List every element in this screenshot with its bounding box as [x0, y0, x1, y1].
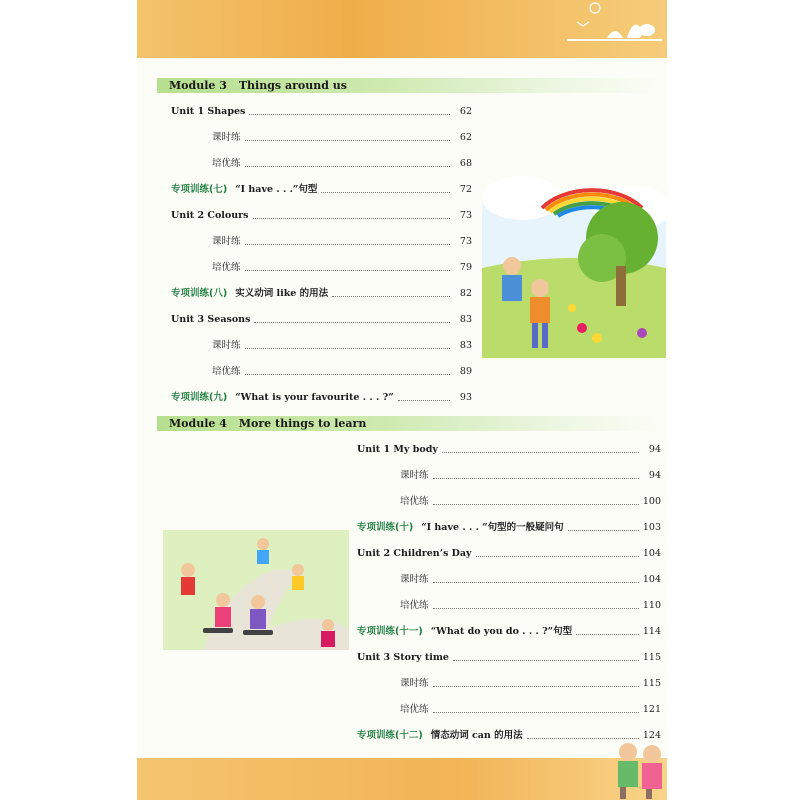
dot-leader: [433, 504, 639, 505]
toc-entry-label: 课时练: [400, 574, 429, 585]
toc-row-lesson[interactable]: [212, 365, 472, 379]
dot-leader: [254, 322, 450, 323]
toc-page-number: 73: [459, 236, 472, 247]
dot-leader: [433, 608, 639, 609]
toc-row-lesson[interactable]: [400, 677, 661, 691]
toc-row-lesson[interactable]: [400, 599, 661, 613]
toc-entry-label: 课时练: [212, 340, 241, 351]
toc-entry-label: Unit 2 Children’s Day: [357, 548, 472, 559]
dot-leader: [245, 244, 450, 245]
toc-entry-label: 课时练: [212, 132, 241, 143]
toc-page-number: 73: [459, 210, 472, 221]
toc-page-number: 110: [642, 600, 661, 611]
top-birds-illustration: [137, 0, 667, 58]
toc-entry-label: 培优练: [212, 158, 241, 169]
module-4-number: Module 4: [169, 417, 227, 430]
toc-entry-subtitle: 实义动词 like 的用法: [235, 288, 329, 299]
toc-entry-label: 培优练: [212, 262, 241, 273]
toc-page-number: 104: [642, 574, 661, 585]
toc-page-number: 115: [642, 678, 661, 689]
toc-row-unit[interactable]: [171, 313, 472, 327]
toc-page-number: 79: [459, 262, 472, 273]
toc-page-number: 82: [459, 288, 472, 299]
toc-page-number: 72: [459, 184, 472, 195]
toc-entry-label: Unit 1 Shapes: [171, 106, 246, 117]
dot-leader: [321, 192, 450, 193]
dot-leader: [433, 582, 639, 583]
module-4-heading: [157, 416, 667, 431]
toc-row-special[interactable]: [171, 183, 472, 197]
toc-page-number: 103: [642, 522, 661, 533]
toc-page-number: 121: [642, 704, 661, 715]
toc-row-special[interactable]: [357, 625, 661, 639]
dot-leader: [245, 270, 450, 271]
garden-rainbow-illustration: [482, 158, 666, 358]
toc-row-lesson[interactable]: [212, 235, 472, 249]
toc-entry-label: 专项训练(九) “What is your favourite . . . ?”: [171, 392, 394, 403]
toc-entry-label: 培优练: [400, 600, 429, 611]
dot-leader: [442, 452, 639, 453]
toc-row-lesson[interactable]: [212, 157, 472, 171]
toc-page-number: 124: [642, 730, 661, 741]
dot-leader: [249, 114, 450, 115]
toc-row-unit[interactable]: [171, 105, 472, 119]
dot-leader: [245, 140, 450, 141]
top-decorative-band: [137, 0, 667, 58]
dot-leader: [433, 478, 639, 479]
toc-entry-subtitle: “What is your favourite . . . ?”: [235, 392, 394, 403]
dot-leader: [332, 296, 450, 297]
toc-entry-label: 培优练: [400, 496, 429, 507]
toc-entry-label: 专项训练(八) 实义动词 like 的用法: [171, 288, 329, 299]
dot-leader: [433, 712, 639, 713]
toc-page-number: 83: [459, 340, 472, 351]
dot-leader: [453, 660, 639, 661]
toc-page-number: 68: [459, 158, 472, 169]
toc-entry-label: Unit 3 Seasons: [171, 314, 251, 325]
dot-leader: [433, 686, 639, 687]
dot-leader: [245, 374, 450, 375]
toc-row-unit[interactable]: [357, 547, 661, 561]
toc-entry-label: Unit 1 My body: [357, 444, 438, 455]
toc-row-special[interactable]: [357, 521, 661, 535]
dot-leader: [576, 634, 639, 635]
toc-entry-label: 专项训练(十一) “What do you do . . . ?”句型: [357, 626, 573, 637]
toc-entry-label: Unit 2 Colours: [171, 210, 249, 221]
dot-leader: [476, 556, 639, 557]
toc-entry-label: 专项训练(七) “I have . . .”句型: [171, 184, 318, 195]
toc-row-unit[interactable]: [357, 443, 661, 457]
dot-leader: [253, 218, 450, 219]
toc-page-number: 100: [642, 496, 661, 507]
toc-row-special[interactable]: [171, 287, 472, 301]
dot-leader: [398, 400, 450, 401]
toc-entry-label: 专项训练(十) “I have . . . ”句型的一般疑问句: [357, 522, 564, 533]
toc-entry-label: 课时练: [212, 236, 241, 247]
dot-leader: [245, 166, 450, 167]
module-3-title: Things around us: [238, 79, 347, 92]
toc-entry-label: 课时练: [400, 470, 429, 481]
dot-leader: [568, 530, 639, 531]
toc-entry-subtitle: “What do you do . . . ?”句型: [430, 626, 573, 637]
toc-entry-subtitle: “I have . . .”句型: [235, 184, 318, 195]
toc-row-lesson[interactable]: [212, 261, 472, 275]
toc-page-number: 89: [459, 366, 472, 377]
toc-page-number: 93: [459, 392, 472, 403]
toc-row-lesson[interactable]: [400, 573, 661, 587]
toc-row-special[interactable]: [171, 391, 472, 405]
toc-page-number: 94: [648, 444, 661, 455]
children-corner-illustration: [610, 738, 667, 800]
module-4-title: More things to learn: [238, 417, 367, 430]
toc-entry-label: 专项训练(十二) 情态动词 can 的用法: [357, 730, 523, 741]
toc-row-unit[interactable]: [171, 209, 472, 223]
toc-row-lesson[interactable]: [400, 495, 661, 509]
toc-entry-subtitle: “I have . . . ”句型的一般疑问句: [421, 522, 564, 533]
toc-page-number: 115: [642, 652, 661, 663]
toc-entry-label: Unit 3 Story time: [357, 652, 449, 663]
toc-page-number: 83: [459, 314, 472, 325]
toc-page-number: 114: [642, 626, 661, 637]
dot-leader: [245, 348, 450, 349]
module-3-heading: [157, 78, 667, 93]
toc-entry-subtitle: 情态动词 can 的用法: [430, 730, 523, 741]
toc-page-number: 104: [642, 548, 661, 559]
children-playing-illustration: [163, 530, 349, 650]
toc-entry-label: 培优练: [212, 366, 241, 377]
toc-entry-label: 课时练: [400, 678, 429, 689]
module-3-number: Module 3: [169, 79, 227, 92]
toc-entry-label: 培优练: [400, 704, 429, 715]
toc-row-lesson[interactable]: [400, 703, 661, 717]
toc-page-number: 62: [459, 106, 472, 117]
toc-page-number: 94: [648, 470, 661, 481]
bottom-decorative-band: [137, 758, 667, 800]
toc-row-unit[interactable]: [357, 651, 661, 665]
toc-row-lesson[interactable]: [400, 469, 661, 483]
toc-row-lesson[interactable]: [212, 131, 472, 145]
toc-row-lesson[interactable]: [212, 339, 472, 353]
toc-page-number: 62: [459, 132, 472, 143]
